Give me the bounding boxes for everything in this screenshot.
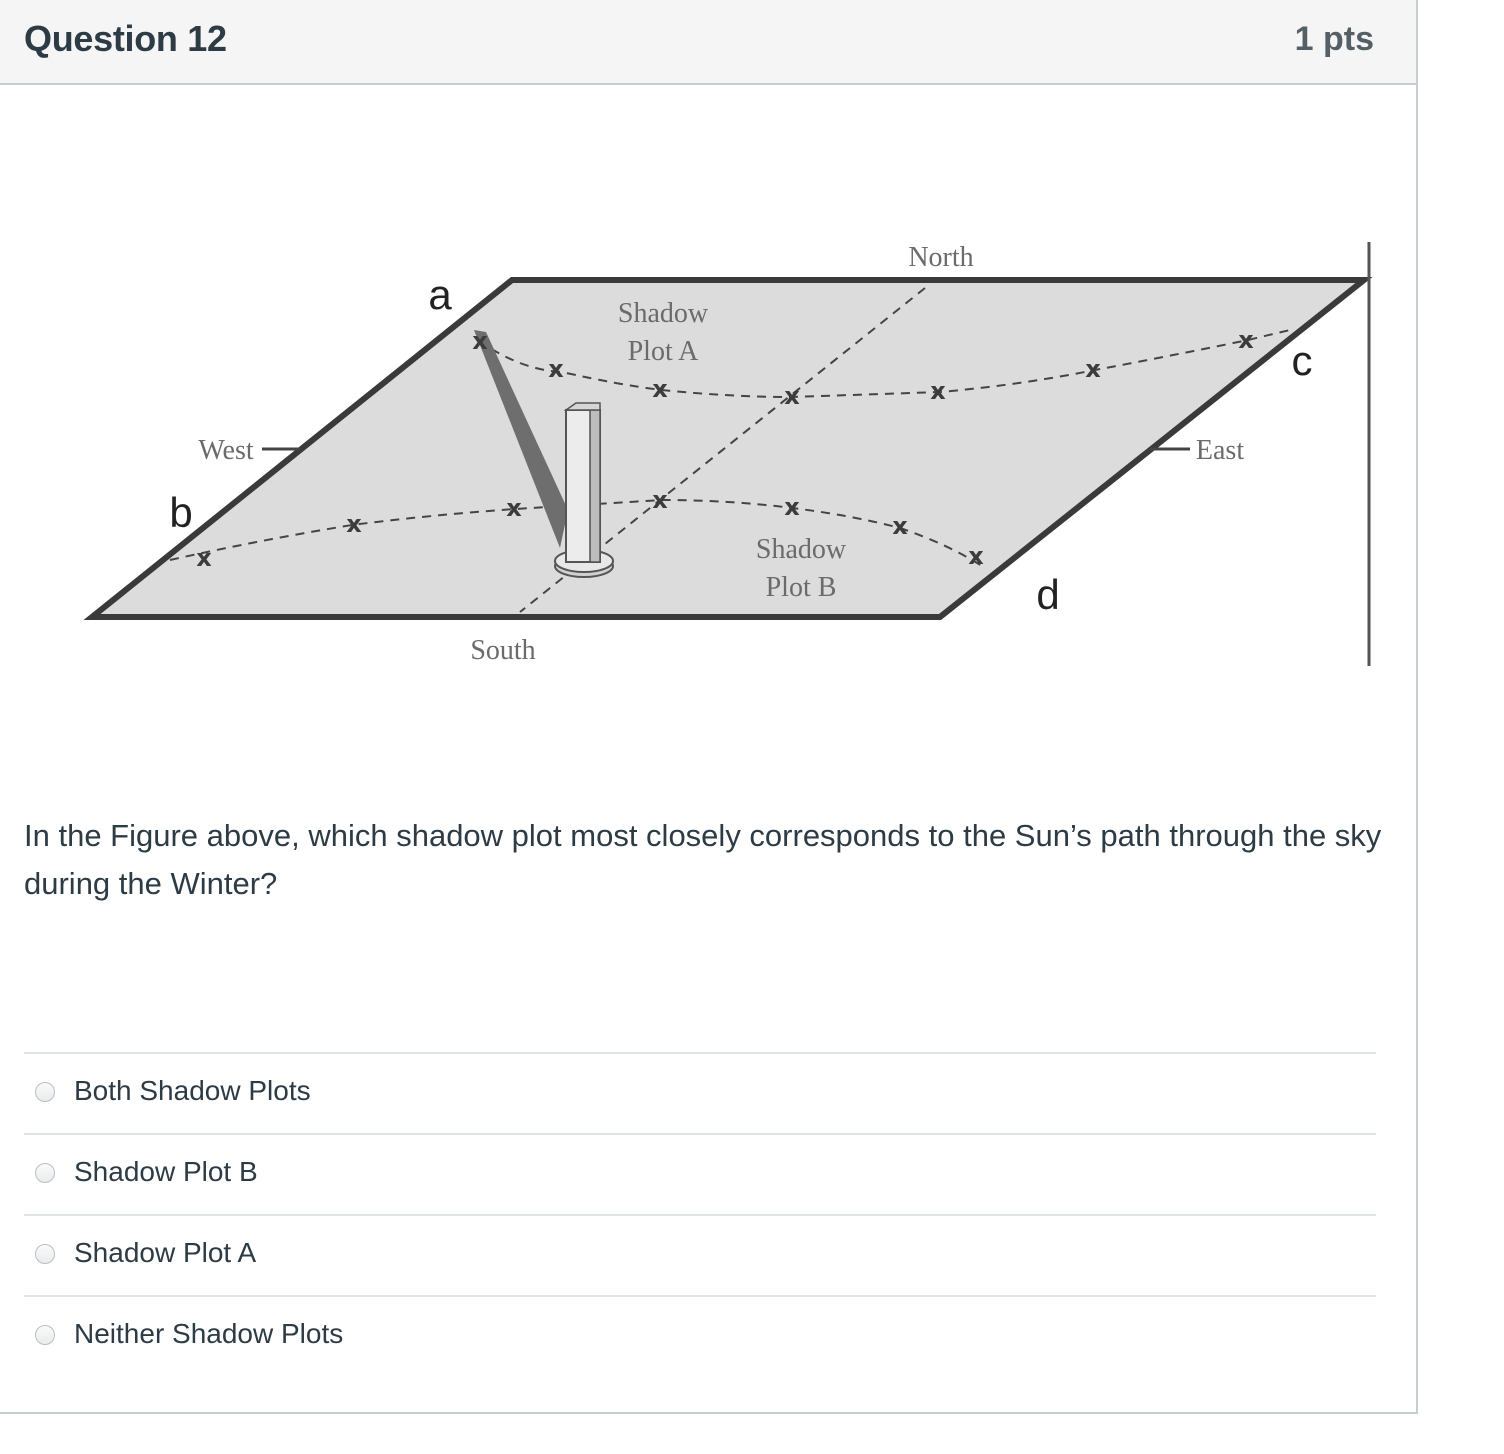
radio-button[interactable] bbox=[35, 1163, 55, 1183]
plot-a-label-line2: Plot A bbox=[627, 336, 699, 367]
answer-option[interactable] bbox=[24, 1052, 1376, 1133]
shadow-plot-figure bbox=[0, 0, 1416, 700]
answer-option[interactable] bbox=[24, 1133, 1376, 1214]
marker-a-4: x bbox=[784, 382, 800, 410]
answer-label[interactable]: Shadow Plot A bbox=[74, 1237, 257, 1268]
marker-a-2: x bbox=[548, 355, 564, 383]
corner-label-a: a bbox=[428, 271, 452, 318]
answer-list bbox=[24, 1052, 1376, 1376]
corner-label-c: c bbox=[1291, 337, 1313, 384]
north-label: North bbox=[908, 242, 974, 273]
south-label: South bbox=[470, 635, 536, 666]
marker-b-4: x bbox=[652, 486, 668, 514]
answer-label[interactable]: Both Shadow Plots bbox=[74, 1075, 311, 1106]
marker-b-7: x bbox=[968, 542, 984, 570]
plot-b-label-line1: Shadow bbox=[755, 534, 847, 565]
plot-a-label-line1: Shadow bbox=[617, 298, 709, 329]
radio-button[interactable] bbox=[35, 1325, 55, 1345]
pole-side bbox=[590, 410, 600, 562]
marker-b-1: x bbox=[196, 544, 212, 572]
corner-label-d: d bbox=[1036, 571, 1060, 618]
radio-button[interactable] bbox=[35, 1082, 55, 1102]
marker-a-1: x bbox=[472, 327, 488, 355]
marker-a-6: x bbox=[1085, 355, 1101, 383]
marker-b-3: x bbox=[506, 494, 522, 522]
marker-a-5: x bbox=[930, 377, 946, 405]
answer-label[interactable]: Shadow Plot B bbox=[74, 1156, 258, 1187]
answer-option[interactable] bbox=[24, 1295, 1376, 1376]
marker-a-7: x bbox=[1238, 326, 1254, 354]
plot-b-label-line2: Plot B bbox=[765, 572, 837, 603]
question-text: In the Figure above, which shadow plot most closely corresponds to the Sun’s path through the sky during the Winter? bbox=[24, 818, 1382, 901]
west-label: West bbox=[198, 435, 254, 466]
question-title: Question 12 bbox=[24, 18, 227, 59]
question-points: 1 pts bbox=[1294, 20, 1374, 58]
marker-b-5: x bbox=[784, 493, 800, 521]
answer-label[interactable]: Neither Shadow Plots bbox=[74, 1318, 344, 1349]
corner-label-b: b bbox=[169, 489, 193, 536]
marker-a-3: x bbox=[652, 375, 668, 403]
answer-option[interactable] bbox=[24, 1214, 1376, 1295]
marker-b-6: x bbox=[892, 512, 908, 540]
east-label: East bbox=[1195, 435, 1245, 466]
marker-b-2: x bbox=[346, 510, 362, 538]
radio-button[interactable] bbox=[35, 1244, 55, 1264]
